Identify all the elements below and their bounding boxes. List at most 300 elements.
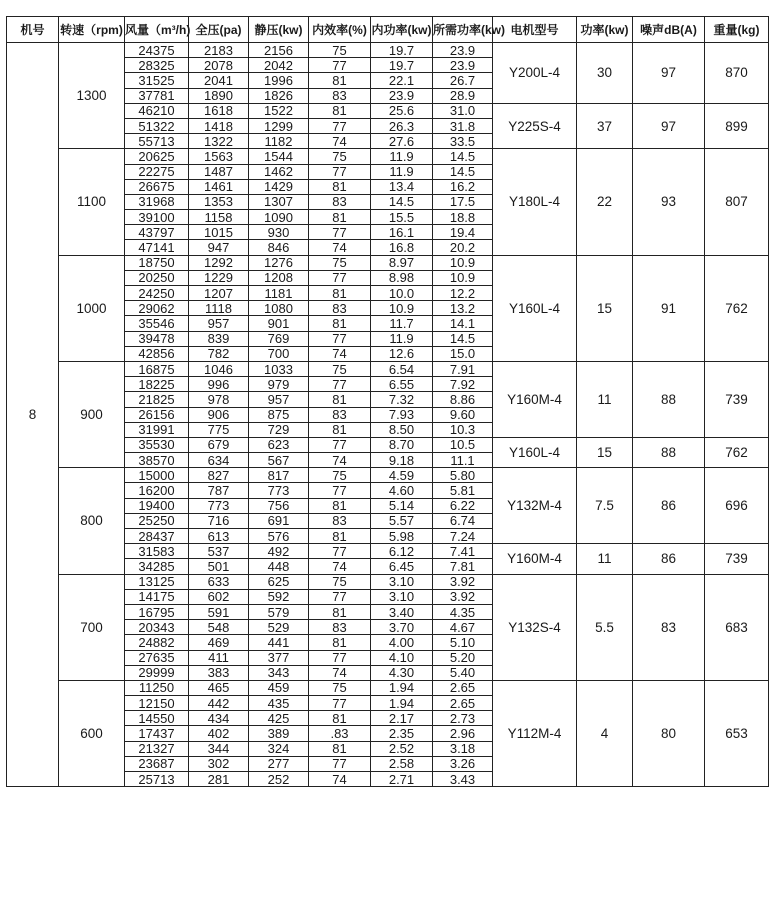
total-pressure-cell: 1418 [189, 118, 249, 133]
internal-power-cell: 5.98 [371, 529, 433, 544]
required-power-cell: 31.0 [433, 103, 493, 118]
total-pressure-cell: 1461 [189, 179, 249, 194]
noise-cell: 91 [633, 255, 705, 361]
total-pressure-cell: 1322 [189, 134, 249, 149]
motor-power-cell: 5.5 [577, 574, 633, 680]
total-pressure-cell: 827 [189, 468, 249, 483]
internal-power-cell: 11.7 [371, 316, 433, 331]
weight-cell: 870 [705, 43, 769, 104]
static-pressure-cell: 769 [249, 331, 309, 346]
airflow-cell: 28437 [125, 529, 189, 544]
header-motor-power: 功率(kw) [577, 17, 633, 43]
airflow-cell: 29062 [125, 301, 189, 316]
speed-cell: 1100 [59, 149, 125, 255]
efficiency-cell: 81 [309, 741, 371, 756]
noise-cell: 86 [633, 468, 705, 544]
weight-cell: 807 [705, 149, 769, 255]
total-pressure-cell: 501 [189, 559, 249, 574]
header-machine-no: 机号 [7, 17, 59, 43]
total-pressure-cell: 716 [189, 513, 249, 528]
total-pressure-cell: 411 [189, 650, 249, 665]
header-total-pressure: 全压(pa) [189, 17, 249, 43]
efficiency-cell: 75 [309, 149, 371, 164]
motor-power-cell: 11 [577, 361, 633, 437]
total-pressure-cell: 978 [189, 392, 249, 407]
static-pressure-cell: 817 [249, 468, 309, 483]
total-pressure-cell: 957 [189, 316, 249, 331]
required-power-cell: 10.9 [433, 255, 493, 270]
airflow-cell: 28325 [125, 58, 189, 73]
internal-power-cell: 13.4 [371, 179, 433, 194]
motor-model-cell: Y160M-4 [493, 361, 577, 437]
airflow-cell: 26675 [125, 179, 189, 194]
internal-power-cell: 11.9 [371, 331, 433, 346]
required-power-cell: 3.18 [433, 741, 493, 756]
airflow-cell: 17437 [125, 726, 189, 741]
total-pressure-cell: 1158 [189, 210, 249, 225]
efficiency-cell: 77 [309, 118, 371, 133]
weight-cell: 739 [705, 544, 769, 574]
motor-model-cell: Y200L-4 [493, 43, 577, 104]
airflow-cell: 16795 [125, 604, 189, 619]
efficiency-cell: 75 [309, 680, 371, 695]
internal-power-cell: 6.55 [371, 377, 433, 392]
airflow-cell: 55713 [125, 134, 189, 149]
static-pressure-cell: 529 [249, 620, 309, 635]
motor-model-cell: Y160M-4 [493, 544, 577, 574]
efficiency-cell: 75 [309, 361, 371, 376]
efficiency-cell: 81 [309, 316, 371, 331]
motor-power-cell: 15 [577, 255, 633, 361]
fan-performance-table [6, 16, 769, 787]
airflow-cell: 31583 [125, 544, 189, 559]
table-body [7, 43, 769, 787]
internal-power-cell: 22.1 [371, 73, 433, 88]
header-internal-efficiency: 内效率(%) [309, 17, 371, 43]
total-pressure-cell: 602 [189, 589, 249, 604]
static-pressure-cell: 846 [249, 240, 309, 255]
internal-power-cell: 2.17 [371, 711, 433, 726]
header-required-power: 所需功率(kw) [433, 17, 493, 43]
static-pressure-cell: 979 [249, 377, 309, 392]
required-power-cell: 5.40 [433, 665, 493, 680]
total-pressure-cell: 1292 [189, 255, 249, 270]
airflow-cell: 18225 [125, 377, 189, 392]
internal-power-cell: 6.54 [371, 361, 433, 376]
airflow-cell: 47141 [125, 240, 189, 255]
efficiency-cell: 77 [309, 437, 371, 452]
internal-power-cell: 5.14 [371, 498, 433, 513]
motor-model-cell: Y180L-4 [493, 149, 577, 255]
airflow-cell: 43797 [125, 225, 189, 240]
airflow-cell: 38570 [125, 453, 189, 468]
internal-power-cell: 16.1 [371, 225, 433, 240]
airflow-cell: 42856 [125, 346, 189, 361]
noise-cell: 97 [633, 103, 705, 149]
total-pressure-cell: 782 [189, 346, 249, 361]
motor-power-cell: 11 [577, 544, 633, 574]
static-pressure-cell: 1208 [249, 270, 309, 285]
airflow-cell: 24250 [125, 286, 189, 301]
efficiency-cell: 77 [309, 270, 371, 285]
airflow-cell: 27635 [125, 650, 189, 665]
airflow-cell: 34285 [125, 559, 189, 574]
efficiency-cell: 77 [309, 331, 371, 346]
efficiency-cell: 81 [309, 498, 371, 513]
required-power-cell: 17.5 [433, 194, 493, 209]
internal-power-cell: 3.40 [371, 604, 433, 619]
noise-cell: 83 [633, 574, 705, 680]
efficiency-cell: 81 [309, 604, 371, 619]
efficiency-cell: 83 [309, 620, 371, 635]
noise-cell: 88 [633, 437, 705, 467]
total-pressure-cell: 613 [189, 529, 249, 544]
efficiency-cell: 77 [309, 58, 371, 73]
internal-power-cell: 25.6 [371, 103, 433, 118]
motor-power-cell: 7.5 [577, 468, 633, 544]
motor-power-cell: 37 [577, 103, 633, 149]
internal-power-cell: 4.00 [371, 635, 433, 650]
static-pressure-cell: 441 [249, 635, 309, 650]
required-power-cell: 16.2 [433, 179, 493, 194]
required-power-cell: 7.81 [433, 559, 493, 574]
required-power-cell: 7.24 [433, 529, 493, 544]
internal-power-cell: 10.9 [371, 301, 433, 316]
static-pressure-cell: 1429 [249, 179, 309, 194]
static-pressure-cell: 435 [249, 696, 309, 711]
airflow-cell: 21825 [125, 392, 189, 407]
weight-cell: 762 [705, 437, 769, 467]
motor-model-cell: Y112M-4 [493, 680, 577, 786]
total-pressure-cell: 469 [189, 635, 249, 650]
total-pressure-cell: 344 [189, 741, 249, 756]
static-pressure-cell: 1462 [249, 164, 309, 179]
static-pressure-cell: 324 [249, 741, 309, 756]
efficiency-cell: 74 [309, 240, 371, 255]
efficiency-cell: 77 [309, 225, 371, 240]
airflow-cell: 25250 [125, 513, 189, 528]
static-pressure-cell: 459 [249, 680, 309, 695]
required-power-cell: 10.5 [433, 437, 493, 452]
efficiency-cell: 77 [309, 696, 371, 711]
airflow-cell: 25713 [125, 772, 189, 787]
internal-power-cell: 4.59 [371, 468, 433, 483]
static-pressure-cell: 773 [249, 483, 309, 498]
weight-cell: 739 [705, 361, 769, 437]
total-pressure-cell: 1353 [189, 194, 249, 209]
internal-power-cell: 2.71 [371, 772, 433, 787]
efficiency-cell: 83 [309, 513, 371, 528]
internal-power-cell: 2.52 [371, 741, 433, 756]
airflow-cell: 37781 [125, 88, 189, 103]
required-power-cell: 2.65 [433, 680, 493, 695]
efficiency-cell: 81 [309, 210, 371, 225]
speed-cell: 600 [59, 680, 125, 786]
header-noise: 噪声dB(A) [633, 17, 705, 43]
required-power-cell: 26.7 [433, 73, 493, 88]
motor-model-cell: Y160L-4 [493, 437, 577, 467]
airflow-cell: 29999 [125, 665, 189, 680]
table-row [7, 468, 769, 483]
airflow-cell: 39100 [125, 210, 189, 225]
airflow-cell: 35530 [125, 437, 189, 452]
static-pressure-cell: 1276 [249, 255, 309, 270]
total-pressure-cell: 591 [189, 604, 249, 619]
efficiency-cell: 83 [309, 88, 371, 103]
total-pressure-cell: 465 [189, 680, 249, 695]
efficiency-cell: 77 [309, 483, 371, 498]
internal-power-cell: 8.70 [371, 437, 433, 452]
efficiency-cell: 74 [309, 453, 371, 468]
efficiency-cell: 74 [309, 134, 371, 149]
internal-power-cell: 23.9 [371, 88, 433, 103]
speed-cell: 700 [59, 574, 125, 680]
required-power-cell: 14.5 [433, 164, 493, 179]
speed-cell: 900 [59, 361, 125, 467]
static-pressure-cell: 901 [249, 316, 309, 331]
total-pressure-cell: 2183 [189, 43, 249, 58]
static-pressure-cell: 1544 [249, 149, 309, 164]
efficiency-cell: 81 [309, 179, 371, 194]
internal-power-cell: 19.7 [371, 43, 433, 58]
total-pressure-cell: 1015 [189, 225, 249, 240]
required-power-cell: 5.80 [433, 468, 493, 483]
efficiency-cell: 77 [309, 544, 371, 559]
static-pressure-cell: 1826 [249, 88, 309, 103]
motor-model-cell: Y132M-4 [493, 468, 577, 544]
total-pressure-cell: 1229 [189, 270, 249, 285]
airflow-cell: 14175 [125, 589, 189, 604]
total-pressure-cell: 442 [189, 696, 249, 711]
airflow-cell: 21327 [125, 741, 189, 756]
required-power-cell: 2.73 [433, 711, 493, 726]
internal-power-cell: 26.3 [371, 118, 433, 133]
efficiency-cell: 81 [309, 103, 371, 118]
internal-power-cell: 2.35 [371, 726, 433, 741]
required-power-cell: 14.5 [433, 331, 493, 346]
total-pressure-cell: 1046 [189, 361, 249, 376]
internal-power-cell: 10.0 [371, 286, 433, 301]
total-pressure-cell: 633 [189, 574, 249, 589]
motor-power-cell: 15 [577, 437, 633, 467]
total-pressure-cell: 947 [189, 240, 249, 255]
airflow-cell: 31525 [125, 73, 189, 88]
required-power-cell: 10.9 [433, 270, 493, 285]
required-power-cell: 5.81 [433, 483, 493, 498]
airflow-cell: 39478 [125, 331, 189, 346]
efficiency-cell: 75 [309, 574, 371, 589]
table-row [7, 361, 769, 376]
total-pressure-cell: 1487 [189, 164, 249, 179]
internal-power-cell: 8.50 [371, 422, 433, 437]
required-power-cell: 4.67 [433, 620, 493, 635]
required-power-cell: 3.92 [433, 589, 493, 604]
static-pressure-cell: 576 [249, 529, 309, 544]
static-pressure-cell: 448 [249, 559, 309, 574]
efficiency-cell: 74 [309, 772, 371, 787]
static-pressure-cell: 1090 [249, 210, 309, 225]
required-power-cell: 5.10 [433, 635, 493, 650]
required-power-cell: 11.1 [433, 453, 493, 468]
internal-power-cell: 15.5 [371, 210, 433, 225]
weight-cell: 683 [705, 574, 769, 680]
static-pressure-cell: 957 [249, 392, 309, 407]
airflow-cell: 19400 [125, 498, 189, 513]
internal-power-cell: 3.70 [371, 620, 433, 635]
internal-power-cell: 7.32 [371, 392, 433, 407]
total-pressure-cell: 773 [189, 498, 249, 513]
required-power-cell: 20.2 [433, 240, 493, 255]
efficiency-cell: 77 [309, 377, 371, 392]
efficiency-cell: 83 [309, 301, 371, 316]
efficiency-cell: 81 [309, 711, 371, 726]
required-power-cell: 12.2 [433, 286, 493, 301]
required-power-cell: 13.2 [433, 301, 493, 316]
internal-power-cell: 12.6 [371, 346, 433, 361]
airflow-cell: 20250 [125, 270, 189, 285]
static-pressure-cell: 875 [249, 407, 309, 422]
airflow-cell: 11250 [125, 680, 189, 695]
efficiency-cell: 75 [309, 255, 371, 270]
internal-power-cell: 7.93 [371, 407, 433, 422]
total-pressure-cell: 1563 [189, 149, 249, 164]
static-pressure-cell: 1181 [249, 286, 309, 301]
airflow-cell: 31968 [125, 194, 189, 209]
static-pressure-cell: 691 [249, 513, 309, 528]
static-pressure-cell: 592 [249, 589, 309, 604]
internal-power-cell: 3.10 [371, 589, 433, 604]
static-pressure-cell: 343 [249, 665, 309, 680]
speed-cell: 800 [59, 468, 125, 574]
total-pressure-cell: 1118 [189, 301, 249, 316]
total-pressure-cell: 775 [189, 422, 249, 437]
static-pressure-cell: 2042 [249, 58, 309, 73]
header-speed: 转速（rpm) [59, 17, 125, 43]
static-pressure-cell: 1033 [249, 361, 309, 376]
header-airflow: 风量（m³/h) [125, 17, 189, 43]
required-power-cell: 2.96 [433, 726, 493, 741]
required-power-cell: 7.92 [433, 377, 493, 392]
airflow-cell: 51322 [125, 118, 189, 133]
required-power-cell: 3.26 [433, 756, 493, 771]
airflow-cell: 16875 [125, 361, 189, 376]
efficiency-cell: 74 [309, 559, 371, 574]
motor-model-cell: Y132S-4 [493, 574, 577, 680]
total-pressure-cell: 839 [189, 331, 249, 346]
total-pressure-cell: 402 [189, 726, 249, 741]
machine-number-cell: 8 [7, 43, 59, 787]
required-power-cell: 15.0 [433, 346, 493, 361]
static-pressure-cell: 389 [249, 726, 309, 741]
required-power-cell: 6.22 [433, 498, 493, 513]
internal-power-cell: 4.10 [371, 650, 433, 665]
static-pressure-cell: 930 [249, 225, 309, 240]
required-power-cell: 7.91 [433, 361, 493, 376]
internal-power-cell: 11.9 [371, 149, 433, 164]
total-pressure-cell: 906 [189, 407, 249, 422]
internal-power-cell: 19.7 [371, 58, 433, 73]
efficiency-cell: 75 [309, 468, 371, 483]
internal-power-cell: 4.60 [371, 483, 433, 498]
static-pressure-cell: 567 [249, 453, 309, 468]
internal-power-cell: 6.12 [371, 544, 433, 559]
total-pressure-cell: 1618 [189, 103, 249, 118]
internal-power-cell: 5.57 [371, 513, 433, 528]
airflow-cell: 15000 [125, 468, 189, 483]
efficiency-cell: 81 [309, 635, 371, 650]
internal-power-cell: 1.94 [371, 696, 433, 711]
motor-power-cell: 22 [577, 149, 633, 255]
airflow-cell: 14550 [125, 711, 189, 726]
total-pressure-cell: 2041 [189, 73, 249, 88]
airflow-cell: 22275 [125, 164, 189, 179]
static-pressure-cell: 1522 [249, 103, 309, 118]
static-pressure-cell: 2156 [249, 43, 309, 58]
motor-power-cell: 4 [577, 680, 633, 786]
airflow-cell: 26156 [125, 407, 189, 422]
airflow-cell: 23687 [125, 756, 189, 771]
noise-cell: 88 [633, 361, 705, 437]
header-static-pressure: 静压(kw) [249, 17, 309, 43]
efficiency-cell: 77 [309, 756, 371, 771]
static-pressure-cell: 377 [249, 650, 309, 665]
static-pressure-cell: 425 [249, 711, 309, 726]
required-power-cell: 14.5 [433, 149, 493, 164]
total-pressure-cell: 548 [189, 620, 249, 635]
efficiency-cell: 83 [309, 407, 371, 422]
airflow-cell: 20343 [125, 620, 189, 635]
static-pressure-cell: 623 [249, 437, 309, 452]
efficiency-cell: 75 [309, 43, 371, 58]
internal-power-cell: 6.45 [371, 559, 433, 574]
efficiency-cell: 81 [309, 392, 371, 407]
required-power-cell: 33.5 [433, 134, 493, 149]
airflow-cell: 13125 [125, 574, 189, 589]
table-row [7, 255, 769, 270]
static-pressure-cell: 1299 [249, 118, 309, 133]
efficiency-cell: 77 [309, 650, 371, 665]
required-power-cell: 31.8 [433, 118, 493, 133]
efficiency-cell: 77 [309, 589, 371, 604]
header-motor-model: 电机型号 [493, 17, 577, 43]
motor-power-cell: 30 [577, 43, 633, 104]
internal-power-cell: 14.5 [371, 194, 433, 209]
required-power-cell: 8.86 [433, 392, 493, 407]
total-pressure-cell: 302 [189, 756, 249, 771]
motor-model-cell: Y225S-4 [493, 103, 577, 149]
static-pressure-cell: 277 [249, 756, 309, 771]
internal-power-cell: 8.97 [371, 255, 433, 270]
static-pressure-cell: 756 [249, 498, 309, 513]
table-row [7, 149, 769, 164]
total-pressure-cell: 434 [189, 711, 249, 726]
required-power-cell: 28.9 [433, 88, 493, 103]
total-pressure-cell: 1207 [189, 286, 249, 301]
airflow-cell: 12150 [125, 696, 189, 711]
internal-power-cell: 2.58 [371, 756, 433, 771]
internal-power-cell: 11.9 [371, 164, 433, 179]
total-pressure-cell: 537 [189, 544, 249, 559]
table-row [7, 43, 769, 58]
required-power-cell: 3.92 [433, 574, 493, 589]
airflow-cell: 24375 [125, 43, 189, 58]
total-pressure-cell: 634 [189, 453, 249, 468]
static-pressure-cell: 492 [249, 544, 309, 559]
total-pressure-cell: 1890 [189, 88, 249, 103]
total-pressure-cell: 996 [189, 377, 249, 392]
total-pressure-cell: 787 [189, 483, 249, 498]
internal-power-cell: 27.6 [371, 134, 433, 149]
